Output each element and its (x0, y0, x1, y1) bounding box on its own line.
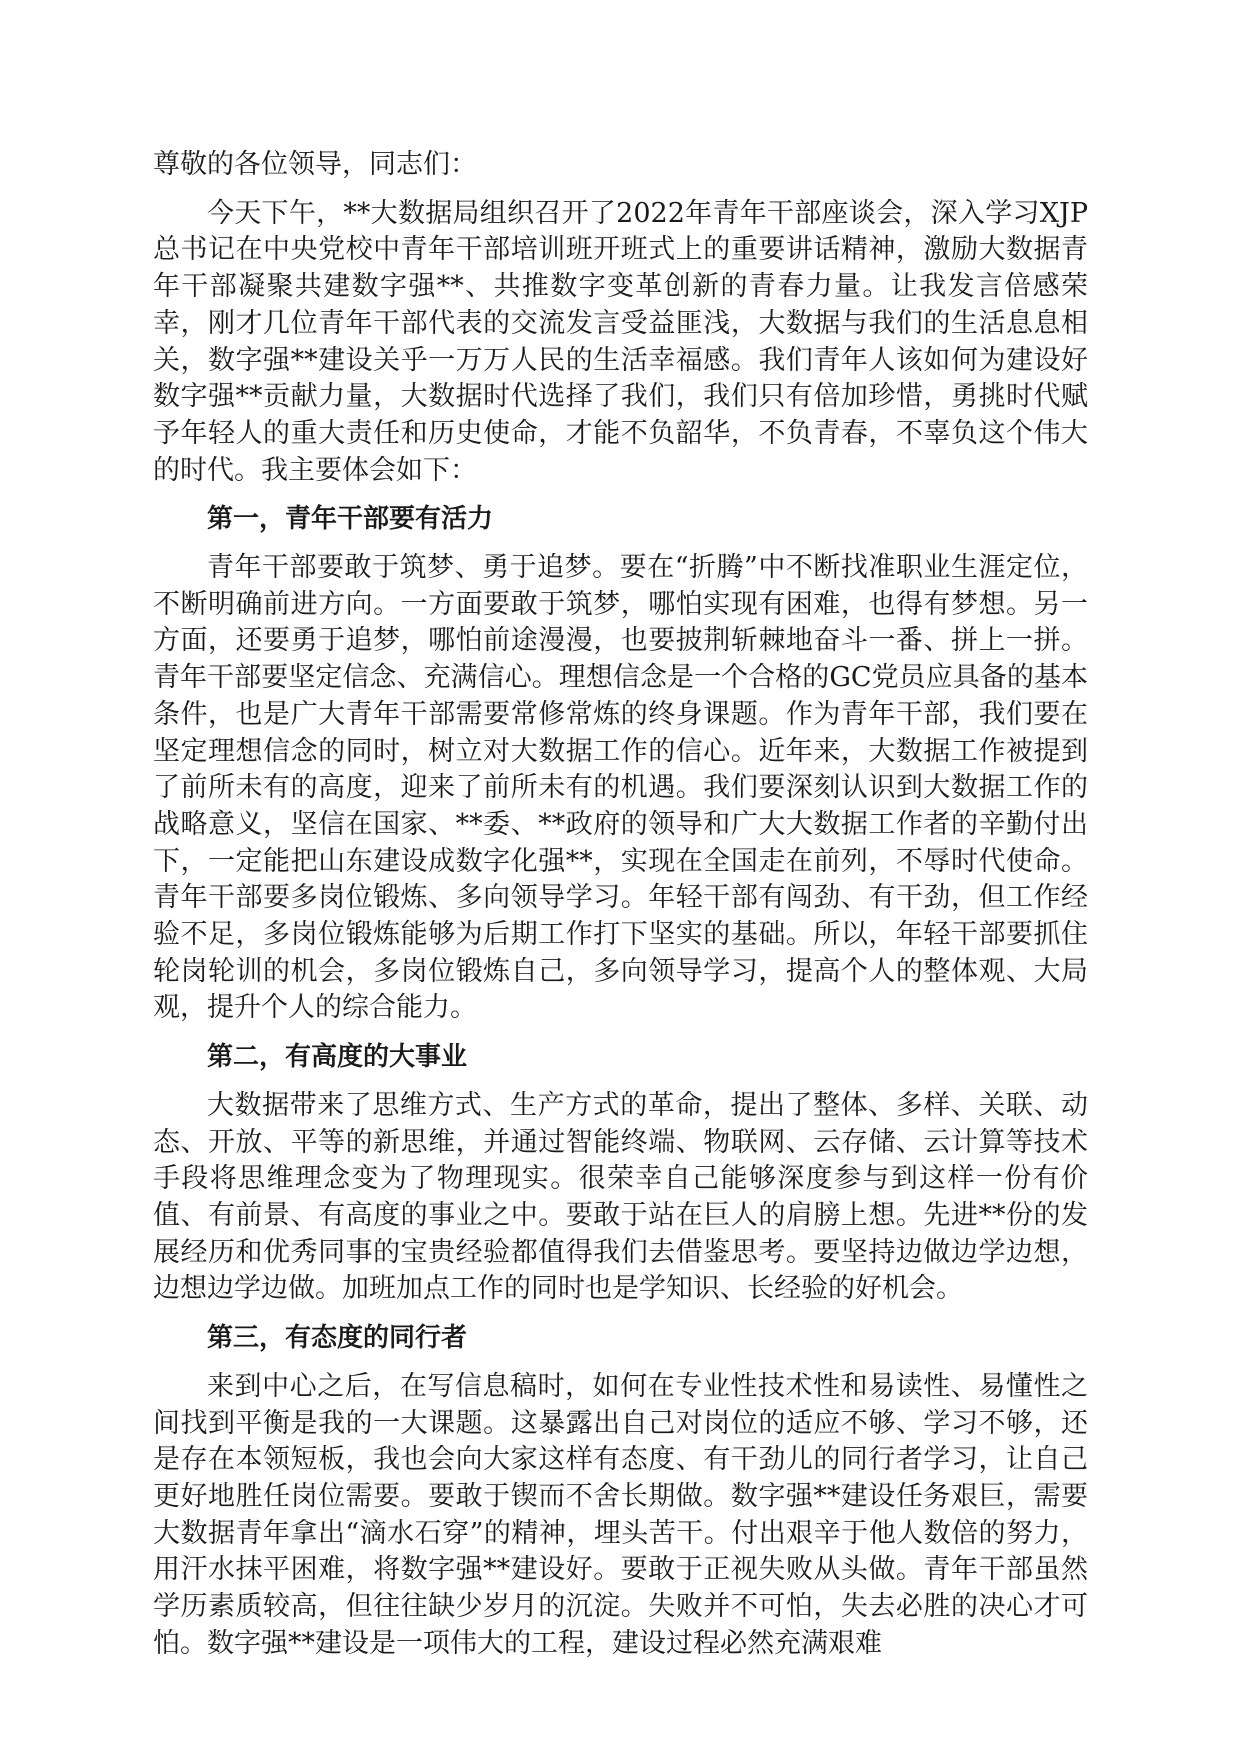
document-page (153, 147, 1088, 1674)
section-heading-3: 第三，有态度的同行者 (207, 1323, 468, 1354)
section-body-1: 青年干部要敢于筑梦、勇于追梦。要在“折腾”中不断找准职业生涯定位，不断明确前进方向。一方面要敢于筑梦，哪怕实现有困难，也得有梦想。另一方面，还要勇于追梦，哪怕前途漫漫，也要披荆斩棘地奋斗一番、拼上一拼。青年干部要坚定信念、充满信心。理想信念是一个合格的GC党员应具备的基本条件，也是广大青年干部需要常修常炼的终身课题。作为青年干部，我们要在坚定理想信念的同时，树立对大数据工作的信心。近年来，大数据工作被提到了前所未有的高度，迎来了前所未有的机遇。我们要深刻认识到大数据工作的战略意义，坚信在国家、**委、**政府的领导和广大大数据工作者的辛勤付出下，一定能把山东建设成数字化强**，实现在全国走在前列，不辱时代使命。青年干部要多岗位锻炼、多向领导学习。年轻干部有闯劲、有干劲，但工作经验不足，多岗位锻炼能够为后期工作打下坚实的基础。所以，年轻干部要抓住轮岗轮训的机会，多岗位锻炼自己，多向领导学习，提高个人的整体观、大局观，提升个人的综合能力。 (153, 552, 1088, 1024)
section-heading-2: 第二，有高度的大事业 (207, 1042, 468, 1073)
section-heading-1: 第一，青年干部要有活力 (207, 504, 494, 535)
section-body-3: 来到中心之后，在写信息稿时，如何在专业性技术性和易读性、易懂性之间找到平衡是我的一大课题。这暴露出自己对岗位的适应不够、学习不够，还是存在本领短板，我也会向大家这样有态度、有干劲儿的同行者学习，让自己更好地胜任岗位需要。要敢于锲而不舍长期做。数字强**建设任务艰巨，需要大数据青年拿出“滴水石穿”的精神，埋头苦干。付出艰辛于他人数倍的努力，用汗水抹平困难，将数字强**建设好。要敢于正视失败从头做。青年干部虽然学历素质较高，但往往缺少岁月的沉淀。失败并不可怕，失去必胜的决心才可怕。数字强**建设是一项伟大的工程，建设过程必然充满艰难 (153, 1370, 1088, 1659)
salutation: 尊敬的各位领导，同志们： (153, 149, 477, 180)
section-body-2: 大数据带来了思维方式、生产方式的革命，提出了整体、多样、关联、动态、开放、平等的新思维，并通过智能终端、物联网、云存储、云计算等技术手段将思维理念变为了物理现实。很荣幸自己能够深度参与到这样一份有价值、有前景、有高度的事业之中。要敢于站在巨人的肩膀上想。先进**份的发展经历和优秀同事的宝贵经验都值得我们去借鉴思考。要坚持边做边学边想，边想边学边做。加班加点工作的同时也是学知识、长经验的好机会。 (153, 1089, 1088, 1305)
intro-paragraph: 今天下午，**大数据局组织召开了2022年青年干部座谈会，深入学习XJP总书记在中央党校中青年干部培训班开班式上的重要讲话精神，激励大数据青年干部凝聚共建数字强**、共推数字变革创新的青春力量。让我发言倍感荣幸，刚才几位青年干部代表的交流发言受益匪浅，大数据与我们的生活息息相关，数字强**建设关乎一万万人民的生活幸福感。我们青年人该如何为建设好数字强**贡献力量，大数据时代选择了我们，我们只有倍加珍惜，勇挑时代赋予年轻人的重大责任和历史使命，才能不负韶华，不负青春，不辜负这个伟大的时代。我主要体会如下： (153, 197, 1088, 486)
